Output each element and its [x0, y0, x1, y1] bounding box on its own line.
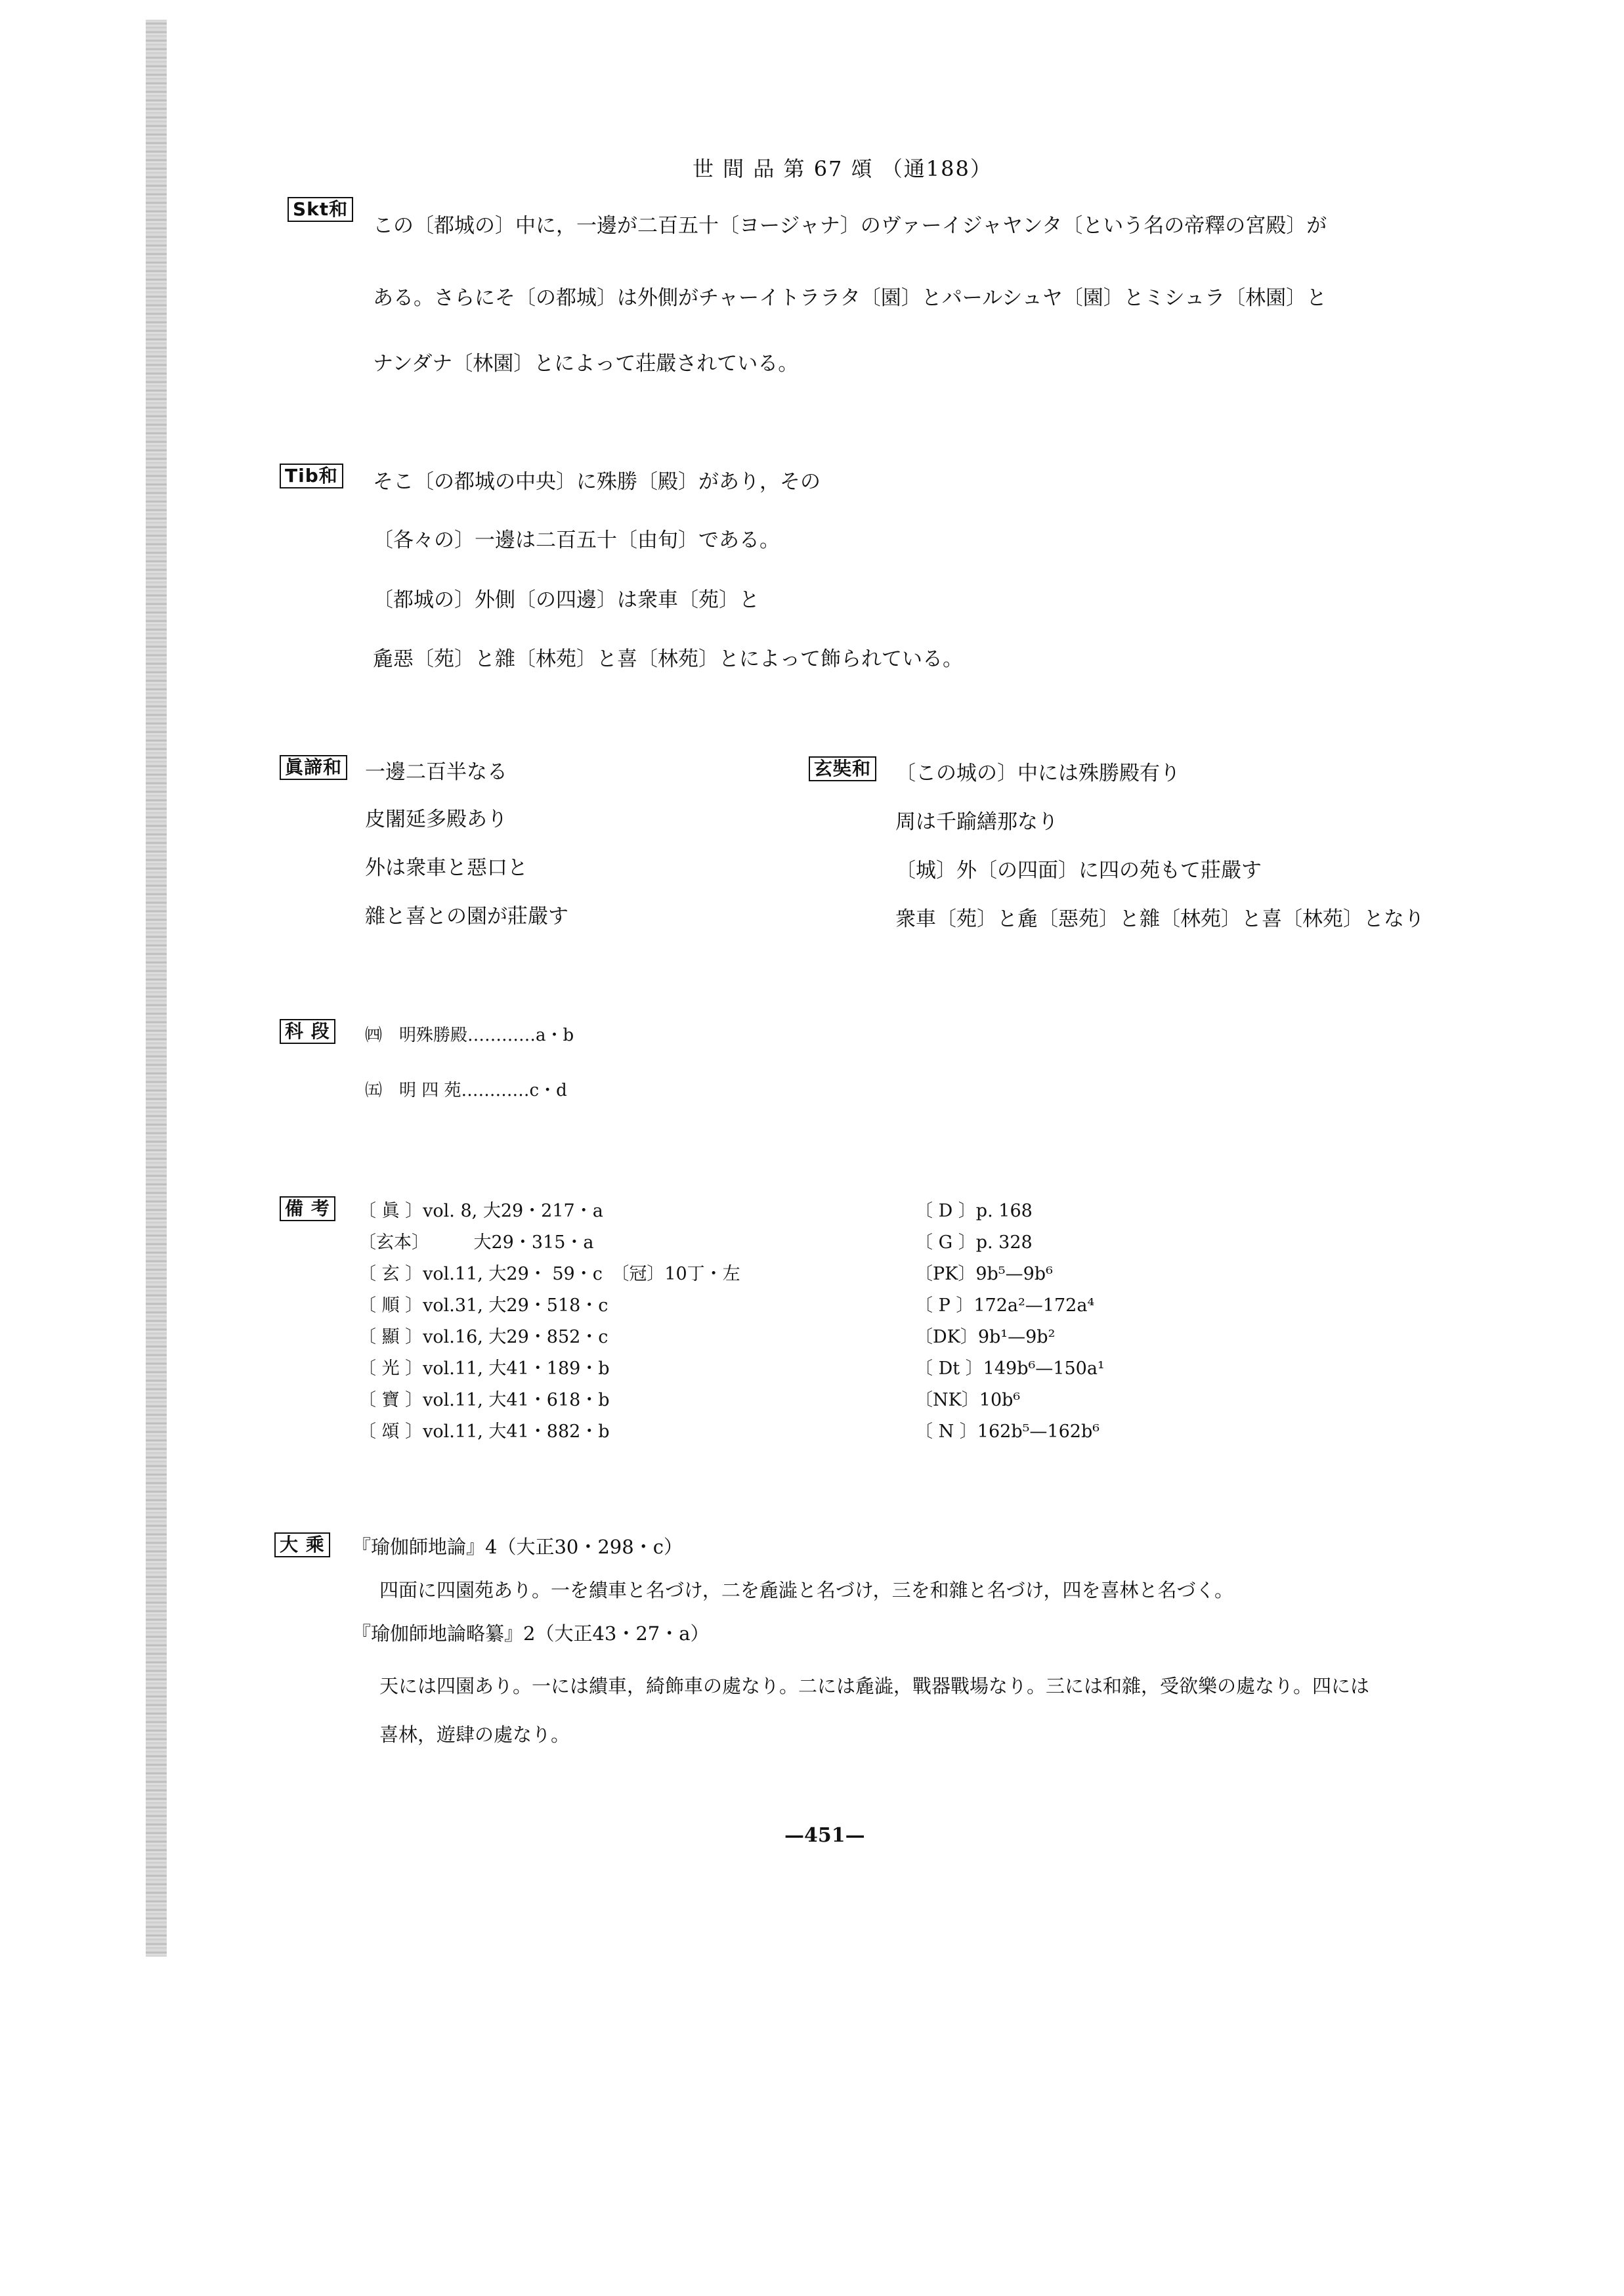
biko-left-row: 〔 玄 〕vol.11, 大29・ 59・c 〔冠〕10丁・左 [358, 1264, 740, 1284]
biko-right-row: 〔DK〕9b¹—9b² [915, 1327, 1056, 1347]
daijo-tag-label: 大 乘 [274, 1532, 330, 1557]
scan-edge-shading [146, 20, 167, 1957]
biko-right-row: 〔NK〕10b⁶ [915, 1390, 1021, 1410]
biko-left-row: 〔 眞 〕vol. 8, 大29・217・a [358, 1201, 603, 1221]
biko-left-row: 〔 寶 〕vol.11, 大41・618・b [358, 1390, 610, 1410]
skt-line-1: この〔都城の〕中に，一邊が二百五十〔ヨージャナ〕のヴァーイジャヤンタ〔という名の帝釋の宮殿〕が [373, 214, 1327, 238]
biko-right-list [915, 1196, 1105, 1448]
biko-right-row: 〔 N 〕162b⁵—162b⁶ [915, 1421, 1100, 1442]
kadan-line-1: ㈣ 明殊勝殿…………a・b [365, 1026, 574, 1045]
biko-right-row: 〔 G 〕p. 328 [915, 1232, 1033, 1253]
biko-right-row: 〔PK〕9b⁵—9b⁶ [915, 1264, 1053, 1284]
shinda-line-3: 外は衆車と惡口と [365, 856, 528, 880]
biko-left-row: 〔玄本〕 大29・315・a [358, 1232, 594, 1253]
kadan-tag [280, 1019, 335, 1044]
biko-left-list [358, 1196, 740, 1448]
genjo-line-3: 〔城〕外〔の四面〕に四の苑もて莊嚴す [895, 859, 1262, 882]
daijo-tag [274, 1532, 330, 1557]
biko-left-row: 〔 光 〕vol.11, 大41・189・b [358, 1358, 610, 1379]
skt-line-2: ある。さらにそ〔の都城〕は外側がチャーイトララタ〔園〕とパールシュヤ〔園〕とミシュラ〔林園〕と [373, 286, 1327, 310]
biko-left-row: 〔 頌 〕vol.11, 大41・882・b [358, 1421, 610, 1442]
skt-tag-label: Skt和 [288, 197, 353, 222]
genjo-line-2: 周は千踰繕那なり [895, 810, 1058, 834]
kadan-line-2: ㈤ 明 四 苑…………c・d [365, 1081, 567, 1100]
daijo-text-2a: 天には四園あり。一には繢車，綺飾車の處なり。二には麁澁，戰器戰場なり。三には和雜，受欲樂の處なり。四には [379, 1675, 1370, 1697]
daijo-ref-2: 『瑜伽師地論略纂』2（大正43・27・a） [352, 1622, 710, 1645]
page-title: 世 間 品 第 67 頌 （通188） [693, 156, 993, 181]
page-number: —451— [784, 1824, 865, 1847]
daijo-text-1: 四面に四園苑あり。一を繢車と名づけ，二を麁澁と名づけ，三を和雜と名づけ，四を喜林と名づく。 [379, 1579, 1233, 1601]
shinda-line-2: 皮闍延多殿あり [365, 808, 507, 831]
shinda-tag-label: 眞諦和 [280, 755, 347, 780]
biko-tag-label: 備 考 [280, 1196, 335, 1221]
biko-right-row: 〔 P 〕172a²—172a⁴ [915, 1295, 1095, 1316]
biko-right-row: 〔 Dt 〕149b⁶—150a¹ [915, 1358, 1105, 1379]
shinda-tag [280, 755, 347, 780]
tib-line-2: 〔各々の〕一邊は二百五十〔由旬〕である。 [373, 529, 780, 552]
skt-tag [288, 197, 353, 222]
biko-left-row: 〔 順 〕vol.31, 大29・518・c [358, 1295, 609, 1316]
shinda-line-1: 一邊二百半なる [365, 760, 507, 784]
tib-tag-label: Tib和 [280, 464, 343, 488]
biko-tag [280, 1196, 335, 1221]
genjo-tag [809, 756, 876, 781]
daijo-text-2b: 喜林，遊肆の處なり。 [379, 1723, 570, 1746]
tib-line-4: 麁惡〔苑〕と雜〔林苑〕と喜〔林苑〕とによって飾られている。 [373, 647, 963, 671]
tib-line-3: 〔都城の〕外側〔の四邊〕は衆車〔苑〕と [373, 588, 759, 612]
kadan-tag-label: 科 段 [280, 1019, 335, 1044]
biko-left-row: 〔 顯 〕vol.16, 大29・852・c [358, 1327, 609, 1347]
tib-line-1: そこ〔の都城の中央〕に殊勝〔殿〕があり，その [373, 470, 821, 494]
genjo-line-4: 衆車〔苑〕と麁〔惡苑〕と雜〔林苑〕と喜〔林苑〕となり [895, 907, 1424, 931]
shinda-line-4: 雜と喜との園が莊嚴す [365, 905, 568, 928]
skt-line-3: ナンダナ〔林園〕とによって荘嚴されている。 [373, 352, 799, 376]
daijo-ref-1: 『瑜伽師地論』4（大正30・298・c） [352, 1536, 683, 1558]
tib-tag [280, 464, 343, 488]
genjo-line-1: 〔この城の〕中には殊勝殿有り [895, 762, 1180, 785]
genjo-tag-label: 玄奘和 [809, 756, 876, 781]
biko-right-row: 〔 D 〕p. 168 [915, 1201, 1033, 1221]
